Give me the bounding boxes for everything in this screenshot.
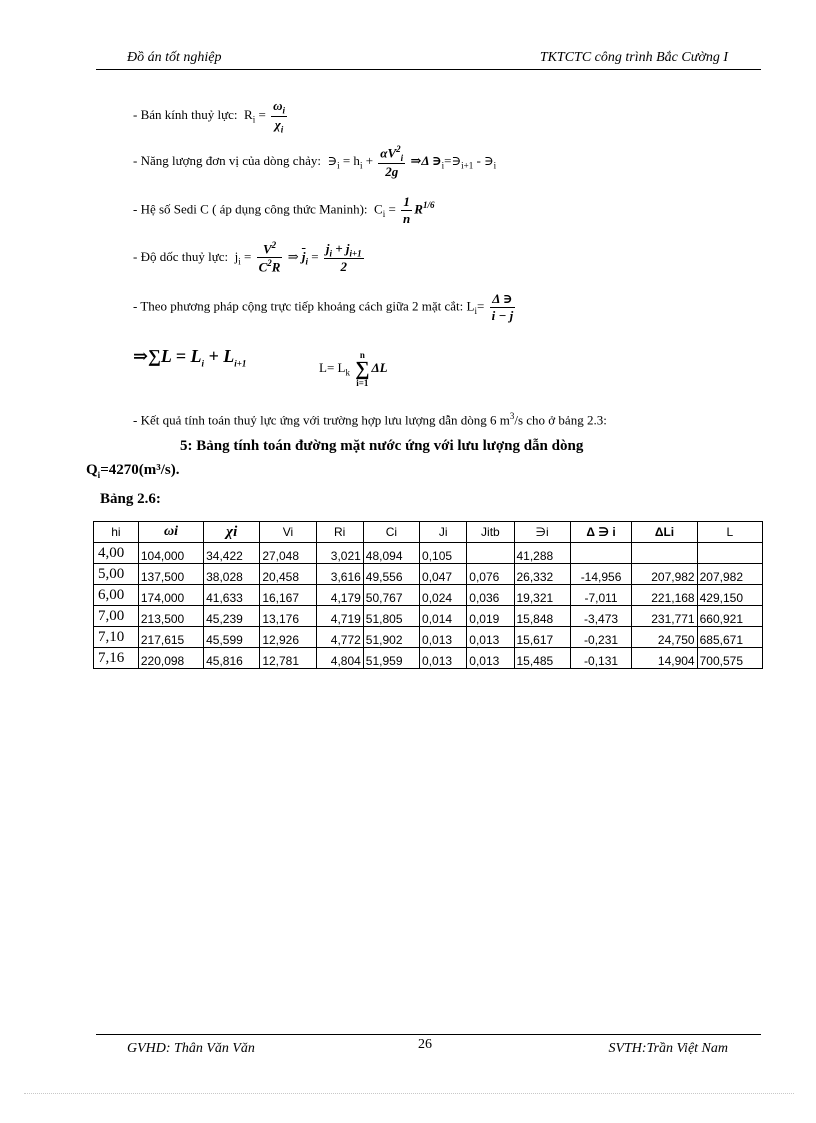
table-cell (570, 543, 632, 564)
table-cell: 26,332 (514, 564, 570, 585)
fraction2-numerator: j (325, 240, 330, 256)
fraction-numerator: ω (273, 98, 283, 113)
formula-eq: = (244, 248, 252, 264)
fraction2-sub-1: i (329, 248, 332, 259)
formula-eq: = (388, 201, 396, 217)
table-cell: 0,036 (467, 585, 514, 606)
table-cell: 0,013 (467, 648, 514, 669)
table-cell: 48,094 (363, 543, 419, 564)
col-header: ΔLi (632, 522, 697, 543)
table-row (94, 648, 763, 669)
table-cell: 45,599 (204, 627, 260, 648)
table-cell: -0,131 (570, 648, 632, 669)
fraction-denominator: χ (274, 116, 281, 132)
fraction2-sub-2: i+1 (349, 248, 362, 259)
table-cell: 213,500 (138, 606, 203, 627)
h-sub: i (359, 160, 363, 171)
table-cell: 49,556 (363, 564, 419, 585)
fraction-denominator: 2g (385, 163, 399, 179)
table-cell: 51,959 (363, 648, 419, 669)
table-row (94, 606, 763, 627)
table-cell: 0,013 (467, 627, 514, 648)
numerator-sub: i (400, 152, 404, 163)
table-cell: 4,00 (94, 543, 139, 564)
discharge-q: Q (86, 462, 98, 478)
table-cell: 4,804 (316, 648, 363, 669)
table-cell: 429,150 (697, 585, 762, 606)
table-cell: 15,617 (514, 627, 570, 648)
formula-label: - Theo phương pháp cộng trực tiếp khoảng cách giữa 2 mặt cắt: (133, 298, 464, 314)
formula-sub: i (238, 256, 241, 267)
table-row (94, 627, 763, 648)
table-cell: -7,011 (570, 585, 632, 606)
col-header: χi (204, 522, 260, 543)
table-cell: 0,105 (420, 543, 467, 564)
numerator-sup: 2 (396, 144, 401, 154)
table-cell: -14,956 (570, 564, 632, 585)
result-text (133, 411, 607, 428)
formula-eq: = (477, 298, 485, 314)
table-cell: 137,500 (138, 564, 203, 585)
r-sup: 1/6 (422, 200, 435, 211)
page-bottom-divider (24, 1093, 794, 1094)
formula-implies: ⇒ (287, 248, 299, 264)
rest-sub-1: i+1 (461, 160, 474, 171)
table-cell: 15,848 (514, 606, 570, 627)
result-text-before: - Kết quả tính toán thuỷ lực ứng với trường hợp lưu lượng dẫn dòng 6 m (133, 412, 510, 428)
header-right: TKTCTC công trình Bắc Cường I (539, 50, 728, 65)
table-cell: 0,047 (420, 564, 467, 585)
table-cell: 41,288 (514, 543, 570, 564)
footer-rule (96, 1034, 761, 1035)
table-cell: 207,982 (632, 564, 697, 585)
table-cell: 0,076 (467, 564, 514, 585)
table-cell: 24,750 (632, 627, 697, 648)
table-cell: 174,000 (138, 585, 203, 606)
formula-eq: = h (342, 152, 360, 168)
sum-right-sub: k (345, 367, 350, 378)
table-cell: 27,048 (260, 543, 316, 564)
numerator-sup: 2 (271, 240, 277, 250)
formula-sub: i (252, 114, 256, 125)
col-header: Ci (363, 522, 419, 543)
table-cell: 14,904 (632, 648, 697, 669)
table-cell: 207,982 (697, 564, 762, 585)
rest-sub-2: i (493, 160, 497, 171)
col-header: Ji (420, 522, 467, 543)
fraction-denominator: C (258, 259, 268, 275)
denominator-rest: R (271, 259, 281, 275)
table-cell: 16,167 (260, 585, 316, 606)
table-cell: 51,805 (363, 606, 419, 627)
sum-left-plus: + L (208, 346, 235, 366)
formula-sub: i (382, 209, 386, 220)
table-cell: 15,485 (514, 648, 570, 669)
formula-r: R (414, 201, 423, 217)
formula-label: - Độ dốc thuỷ lực: (133, 248, 229, 264)
fraction-denominator: n (403, 211, 411, 226)
formula-label: - Hệ số Sedi C ( áp dụng công thức Maninh): (133, 201, 368, 217)
table-cell: 6,00 (94, 585, 139, 606)
formula-fraction (257, 240, 283, 276)
table-cell: 0,019 (467, 606, 514, 627)
section-title: 5: Bảng tính toán đường mặt nước ứng với lưu lượng dẫn dòng (180, 438, 584, 454)
table-cell: 34,422 (204, 543, 260, 564)
col-header: ∋i (514, 522, 570, 543)
formula-fraction (401, 194, 412, 227)
fraction-numerator: αV (380, 145, 397, 161)
jbar: $\overline{j}$ (301, 248, 306, 264)
discharge-line (86, 462, 179, 480)
formula-implies: ⇒Δ ∋ (410, 152, 442, 168)
formula-lhs: C (374, 201, 383, 217)
sum-left-sub-2: i+1 (234, 358, 247, 369)
page-number: 26 (418, 1037, 432, 1052)
sum-right: L= L (319, 359, 346, 375)
table-cell: 700,575 (697, 648, 762, 669)
footer-left: GVHD: Thân Văn Văn (127, 1041, 255, 1056)
table-cell: -0,231 (570, 627, 632, 648)
header-rule (96, 69, 761, 70)
table-row (94, 543, 763, 564)
formula-hydraulic-slope (133, 240, 366, 276)
sigma-bottom: i=1 (356, 378, 369, 388)
fraction2-plus: + j (332, 240, 350, 256)
formula-eq-2: = (311, 248, 319, 264)
col-header: ωi (138, 522, 203, 543)
formula-fraction (490, 291, 516, 324)
table-cell: 51,902 (363, 627, 419, 648)
table-cell: 0,014 (420, 606, 467, 627)
formula-fraction (378, 144, 405, 180)
table-cell (467, 543, 514, 564)
discharge-sub: i (97, 470, 101, 480)
formula-chezy (133, 194, 434, 227)
table-cell: 217,615 (138, 627, 203, 648)
table-cell: 7,10 (94, 627, 139, 648)
formula-label: - Năng lượng đơn vị của dòng chảy: (133, 152, 321, 168)
col-header: Ri (316, 522, 363, 543)
formula-hydraulic-radius (133, 98, 289, 134)
table-cell: 4,772 (316, 627, 363, 648)
sigma-block (355, 350, 369, 388)
table-cell: 685,671 (697, 627, 762, 648)
formula-sub: i (337, 160, 340, 171)
table-cell: 3,021 (316, 543, 363, 564)
table-cell: 0,024 (420, 585, 467, 606)
fraction2-denominator: 2 (340, 259, 348, 275)
col-header: L (697, 522, 762, 543)
formula-lhs: j (234, 248, 239, 264)
table-cell: 4,719 (316, 606, 363, 627)
table-cell: 38,028 (204, 564, 260, 585)
table-row (94, 564, 763, 585)
denominator-sub: i (280, 124, 284, 135)
formula-sum (133, 346, 246, 369)
sum-left-sub-1: i (201, 358, 205, 369)
result-text-sup: 3 (509, 411, 515, 421)
denominator-sup: 2 (267, 258, 272, 269)
fraction-denominator: i − j (491, 308, 514, 323)
fraction-numerator: Δ ∋ (490, 291, 516, 308)
table-cell: 45,239 (204, 606, 260, 627)
footer-right: SVTH:Trần Việt Nam (608, 1041, 728, 1056)
results-table (93, 521, 763, 669)
table-cell: 4,179 (316, 585, 363, 606)
table-header-row (94, 522, 763, 543)
table-cell: 12,926 (260, 627, 316, 648)
table-cell: 221,168 (632, 585, 697, 606)
header-left: Đồ án tốt nghiệp (127, 50, 222, 65)
jbar-sub: i (305, 256, 309, 267)
table-label: Bảng 2.6: (100, 491, 161, 507)
rest-mid: - ∋ (473, 152, 494, 168)
table-cell: 12,781 (260, 648, 316, 669)
table-cell: 19,321 (514, 585, 570, 606)
numerator-sub: i (282, 105, 285, 116)
table-cell: 5,00 (94, 564, 139, 585)
formula-label: - Bán kính thuỷ lực: (133, 107, 238, 123)
sigma: ∑ (355, 358, 370, 380)
col-header: Vi (260, 522, 316, 543)
table-cell (632, 543, 697, 564)
formula-plus: + (365, 152, 374, 168)
table-cell: 104,000 (138, 543, 203, 564)
sigma-top: n (359, 350, 365, 360)
formula-lhs: ∋ (327, 152, 338, 168)
fraction-numerator: V (262, 241, 272, 257)
table-cell: -3,473 (570, 606, 632, 627)
formula-specific-energy (133, 144, 496, 180)
table-cell: 0,013 (420, 627, 467, 648)
col-header: Δ ∋ i (570, 522, 632, 543)
formula-distance (133, 291, 517, 324)
result-text-after: /s cho ở bảng 2.3: (514, 412, 607, 428)
formula-eq: = (258, 107, 266, 123)
formula-lhs: L (466, 298, 475, 314)
sigma-rest: ΔL (371, 359, 388, 375)
discharge-value: =4270(m³/s). (100, 462, 180, 478)
formula-rest: =∋ (444, 152, 462, 168)
table-cell: 3,616 (316, 564, 363, 585)
table-cell: 50,767 (363, 585, 419, 606)
table-cell: 7,16 (94, 648, 139, 669)
fraction-numerator: 1 (401, 194, 412, 211)
sum-left: ⇒∑L = L (133, 346, 202, 366)
formula-sum-right (319, 350, 388, 388)
table-cell: 13,176 (260, 606, 316, 627)
table-cell: 231,771 (632, 606, 697, 627)
col-header: Jitb (467, 522, 514, 543)
table-cell: 0,013 (420, 648, 467, 669)
table-cell: 7,00 (94, 606, 139, 627)
formula-fraction (271, 98, 287, 134)
table-cell: 20,458 (260, 564, 316, 585)
table-cell: 660,921 (697, 606, 762, 627)
formula-sub: i (474, 306, 477, 317)
formula-fraction-2 (324, 241, 364, 276)
table-cell (697, 543, 762, 564)
table-cell: 45,816 (204, 648, 260, 669)
col-header: hi (94, 522, 139, 543)
formula-lhs: R (244, 107, 253, 123)
implies-sub: i (441, 160, 445, 171)
table-row (94, 585, 763, 606)
table-cell: 41,633 (204, 585, 260, 606)
table-cell: 220,098 (138, 648, 203, 669)
